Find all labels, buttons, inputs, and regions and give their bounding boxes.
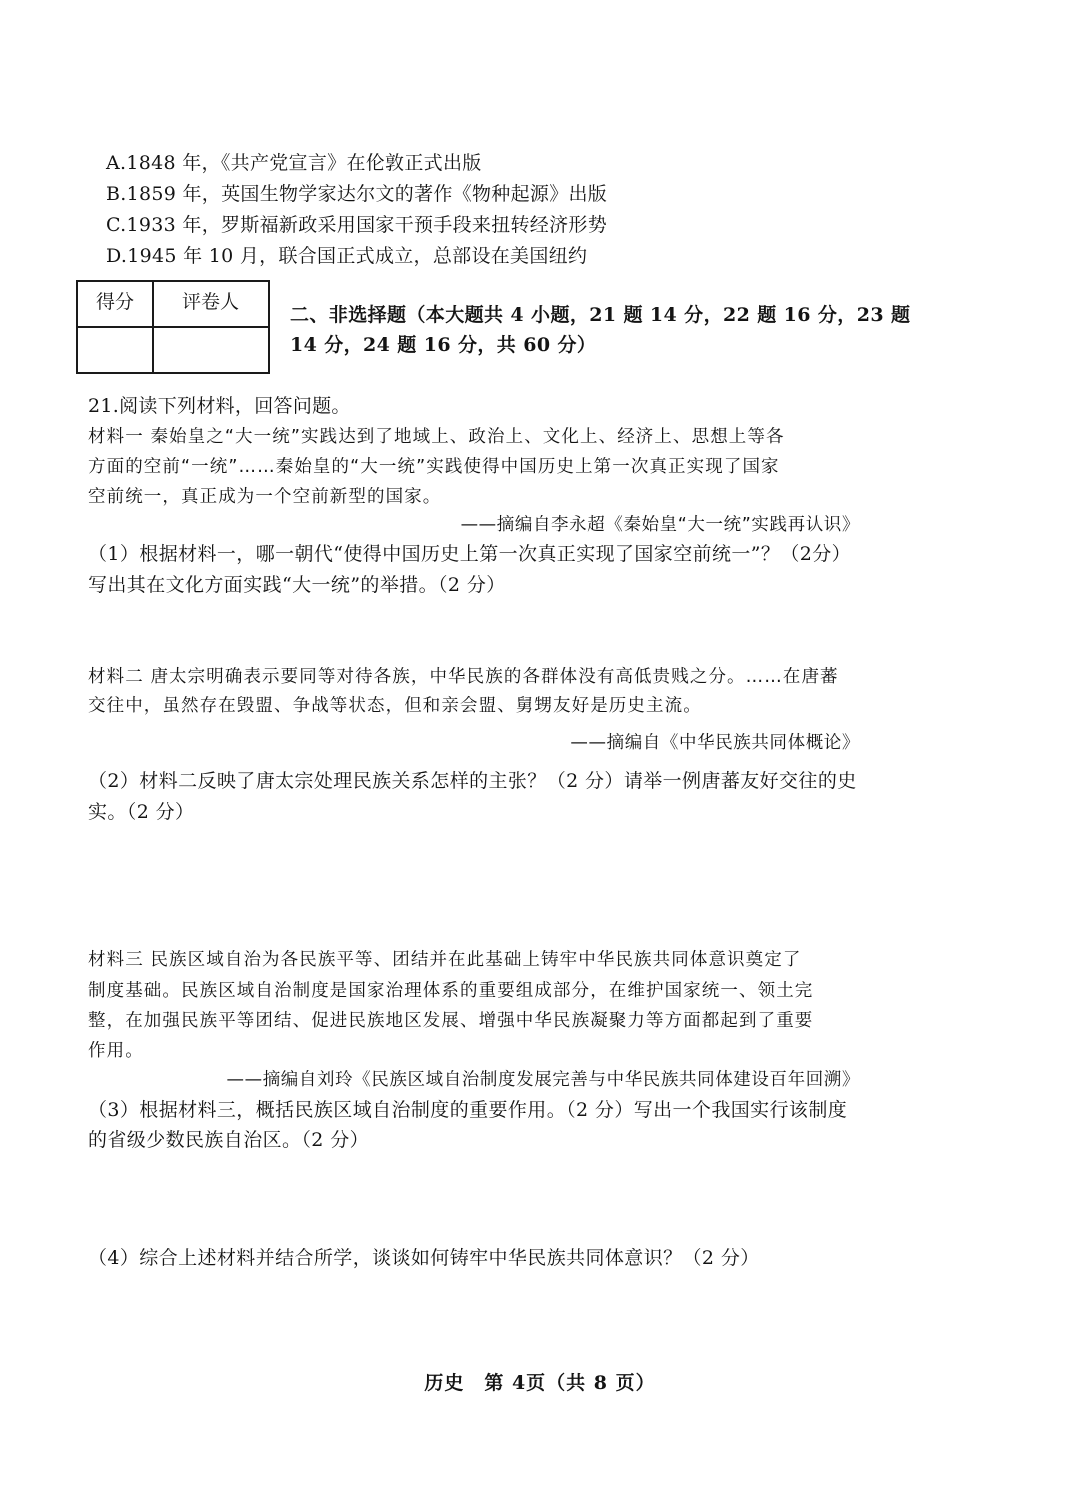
material3-source: ——摘编自刘玲《民族区域自治制度发展完善与中华民族共同体建设百年回溯》: [226, 1070, 860, 1090]
subquestion-2-line1: （2）材料二反映了唐太宗处理民族关系怎样的主张？（2 分）请举一例唐蕃友好交往的史: [88, 770, 857, 792]
subquestion-1-line2: 写出其在文化方面实践“大一统”的举措。（2 分）: [88, 574, 506, 596]
material1-source: ——摘编自李永超《秦始皇“大一统”实践再认识》: [460, 515, 860, 535]
option-b: B.1859 年，英国生物学家达尔文的著作《物种起源》出版: [106, 183, 608, 205]
subquestion-1-line1: （1）根据材料一，哪一朝代“使得中国历史上第一次真正实现了国家空前统一”？（2分）: [88, 543, 852, 565]
material3-line2: 制度基础。民族区域自治制度是国家治理体系的重要组成部分，在维护国家统一、领土完: [88, 981, 814, 1001]
material2-line1: 材料二 唐太宗明确表示要同等对待各族，中华民族的各群体没有高低贵贱之分。……在唐蕃: [88, 667, 839, 687]
material3-line1: 材料三 民族区域自治为各民族平等、团结并在此基础上铸牢中华民族共同体意识奠定了: [88, 950, 802, 970]
material3-line4: 作用。: [88, 1041, 144, 1061]
page-footer: 历史 第 4页（共 8 页）: [424, 1372, 656, 1394]
option-c: C.1933 年，罗斯福新政采用国家干预手段来扭转经济形势: [106, 214, 607, 236]
subquestion-4-line1: （4）综合上述材料并结合所学，谈谈如何铸牢中华民族共同体意识？（2 分）: [88, 1247, 760, 1269]
score-cell[interactable]: [78, 328, 152, 374]
material1-line1: 材料一 秦始皇之“大一统”实践达到了地域上、政治上、文化上、经济上、思想上等各: [88, 427, 785, 447]
material2-line2: 交往中，虽然存在毁盟、争战等状态，但和亲会盟、舅甥友好是历史主流。: [88, 696, 702, 716]
material1-line2: 方面的空前“一统”……秦始皇的“大一统”实践使得中国历史上第一次真正实现了国家: [88, 457, 780, 477]
option-a: A.1848 年，《共产党宣言》在伦敦正式出版: [106, 152, 482, 174]
option-d: D.1945 年 10 月，联合国正式成立，总部设在美国纽约: [106, 245, 588, 267]
score-table: [76, 280, 270, 374]
subquestion-3-line1: （3）根据材料三，概括民族区域自治制度的重要作用。（2 分）写出一个我国实行该制度: [88, 1099, 848, 1121]
section-heading-line1: 二、非选择题（本大题共 4 小题，21 题 14 分，22 题 16 分，23 题: [290, 304, 911, 326]
grader-cell[interactable]: [154, 328, 270, 374]
subquestion-3-line2: 的省级少数民族自治区。（2 分）: [88, 1129, 370, 1151]
section-heading-line2: 14 分，24 题 16 分，共 60 分）: [290, 334, 597, 356]
material1-line3: 空前统一，真正成为一个空前新型的国家。: [88, 487, 442, 507]
question-21-stem: 21.阅读下列材料，回答问题。: [88, 395, 351, 417]
material2-source: ——摘编自《中华民族共同体概论》: [570, 733, 860, 753]
grader-label: 评卷人: [182, 291, 240, 313]
material3-line3: 整，在加强民族平等团结、促进民族地区发展、增强中华民族凝聚力等方面都起到了重要: [88, 1011, 814, 1031]
subquestion-2-line2: 实。（2 分）: [88, 801, 195, 823]
score-label: 得分: [96, 291, 135, 313]
